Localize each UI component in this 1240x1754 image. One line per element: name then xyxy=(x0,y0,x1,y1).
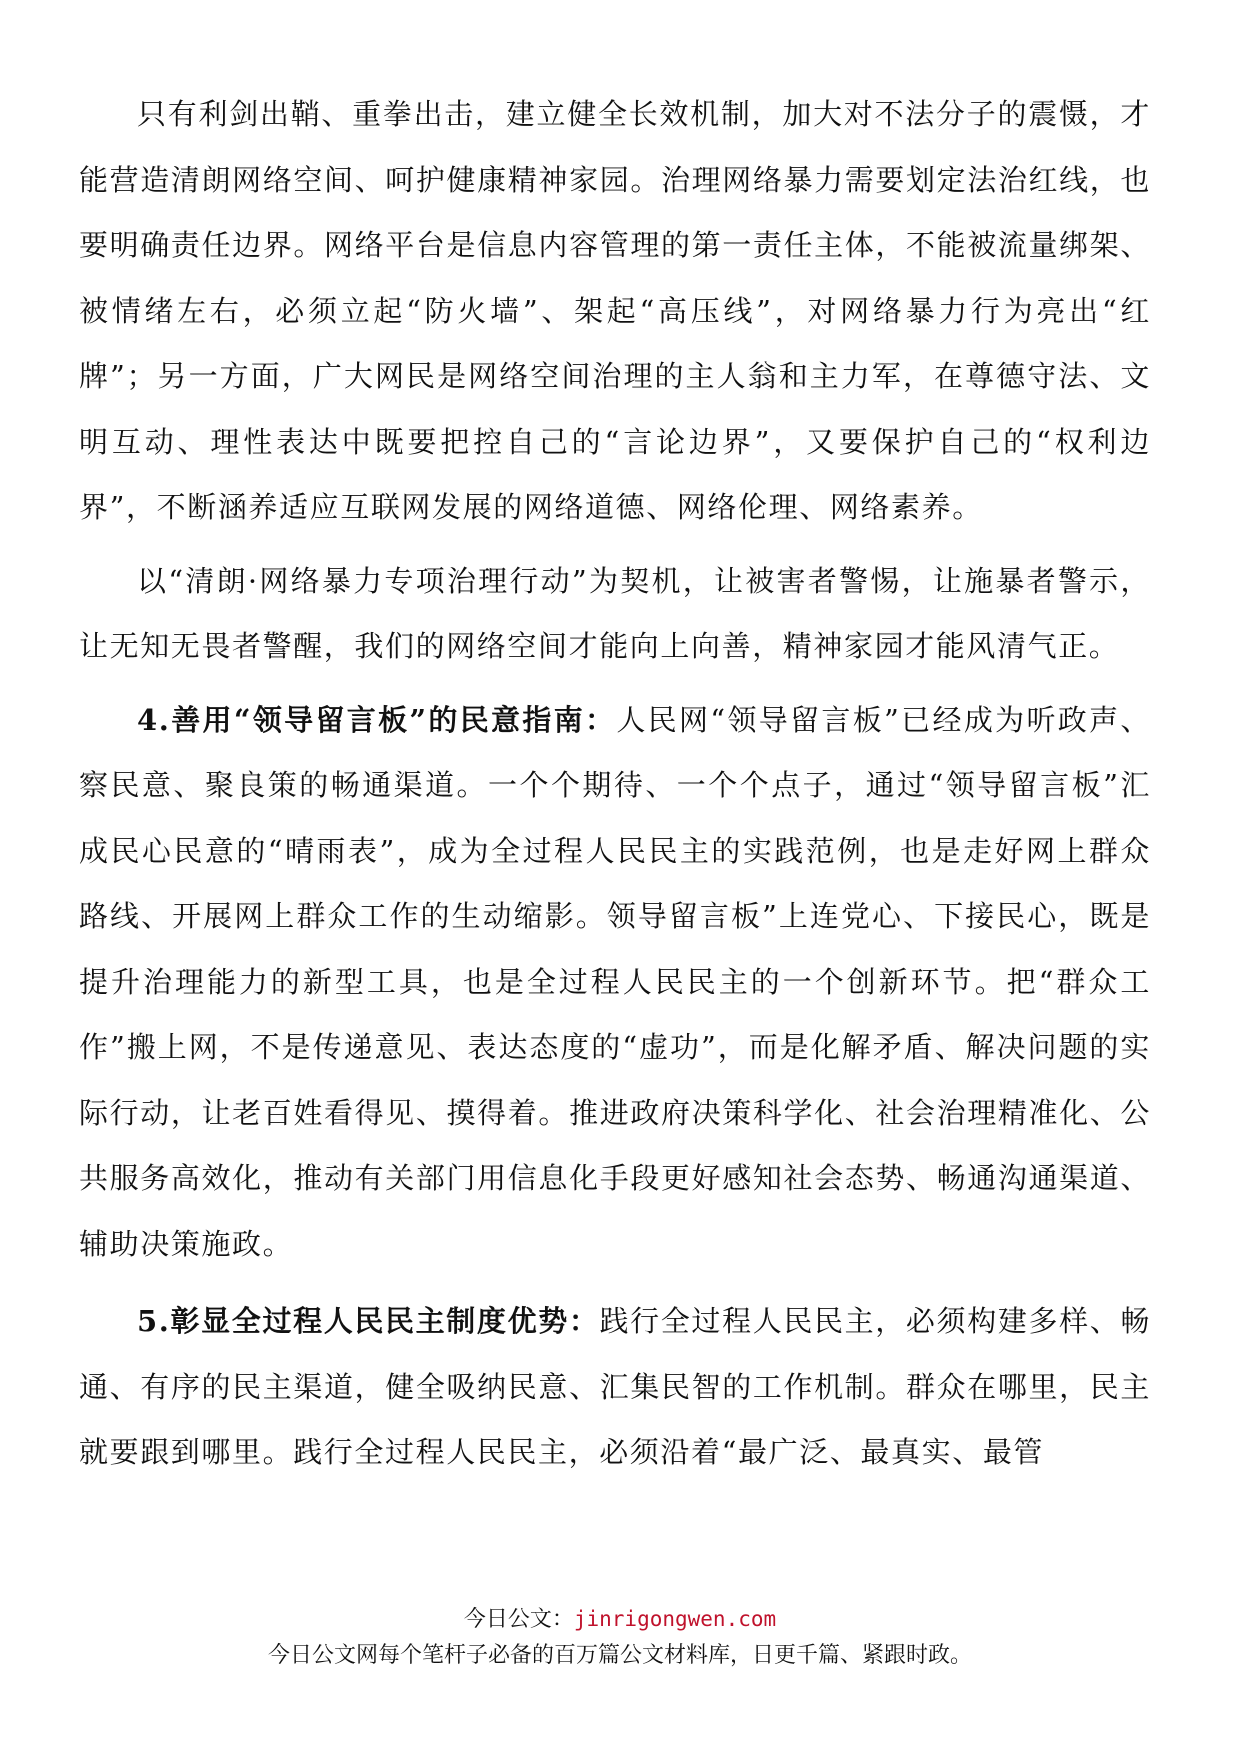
section-heading-4: 4.善用“领导留言板”的民意指南： xyxy=(137,702,617,737)
paragraph-text: 只有利剑出鞘、重拳出击，建立健全长效机制，加大对不法分子的震慑，才能营造清朗网络空间、呵护健康精神家园。治理网络暴力需要划定法治红线，也要明确责任边界。网络平台是信息内容管理的第一责任主体，不能被流量绑架、被情绪左右，必须立起“防火墙”、架起“高压线”，对网络暴力行为亮出“红牌”；另一方面，广大网民是网络空间治理的主人翁和主力军，在尊德守法、文明互动、理性表达中既要把控自己的“言论边界”，又要保护自己的“权利边界”，不断涵养适应互联网发展的网络道德、网络伦理、网络素养。 xyxy=(79,97,1151,524)
footer-site xyxy=(0,1604,1240,1635)
document-body xyxy=(79,82,1151,1486)
paragraph-2 xyxy=(79,549,1151,680)
paragraph-3 xyxy=(79,688,1151,1278)
paragraph-text: 践行全过程人民民主，必须构建多样、畅通、有序的民主渠道，健全吸纳民意、汇集民智的工作机制。群众在哪里，民主就要跟到哪里。践行全过程人民民主，必须沿着“最广泛、最真实、最管 xyxy=(79,1304,1151,1469)
footer-site-label: 今日公文： xyxy=(463,1607,574,1632)
footer-site-link[interactable]: jinrigongwen.com xyxy=(573,1607,777,1631)
paragraph-text: 人民网“领导留言板”已经成为听政声、察民意、聚良策的畅通渠道。一个个期待、一个个点子，通过“领导留言板”汇成民心民意的“晴雨表”，成为全过程人民民主的实践范例，也是走好网上群众路线、开展网上群众工作的生动缩影。领导留言板”上连党心、下接民心，既是提升治理能力的新型工具，也是全过程人民民主的一个创新环节。把“群众工作”搬上网，不是传递意见、表达态度的“虚功”，而是化解矛盾、解决问题的实际行动，让老百姓看得见、摸得着。推进政府决策科学化、社会治理精准化、公共服务高效化，推动有关部门用信息化手段更好感知社会态势、畅通沟通渠道、辅助决策施政。 xyxy=(79,702,1152,1261)
section-heading-5: 5.彰显全过程人民民主制度优势： xyxy=(137,1304,600,1338)
paragraph-4 xyxy=(79,1289,1151,1486)
paragraph-1 xyxy=(79,82,1151,541)
paragraph-text: 以“清朗·网络暴力专项治理行动”为契机，让被害者警惕，让施暴者警示，让无知无畏者警醒，我们的网络空间才能向上向善，精神家园才能风清气正。 xyxy=(79,563,1151,663)
footer-tagline: 今日公文网每个笔杆子必备的百万篇公文材料库，日更千篇、紧跟时政。 xyxy=(267,1643,972,1668)
